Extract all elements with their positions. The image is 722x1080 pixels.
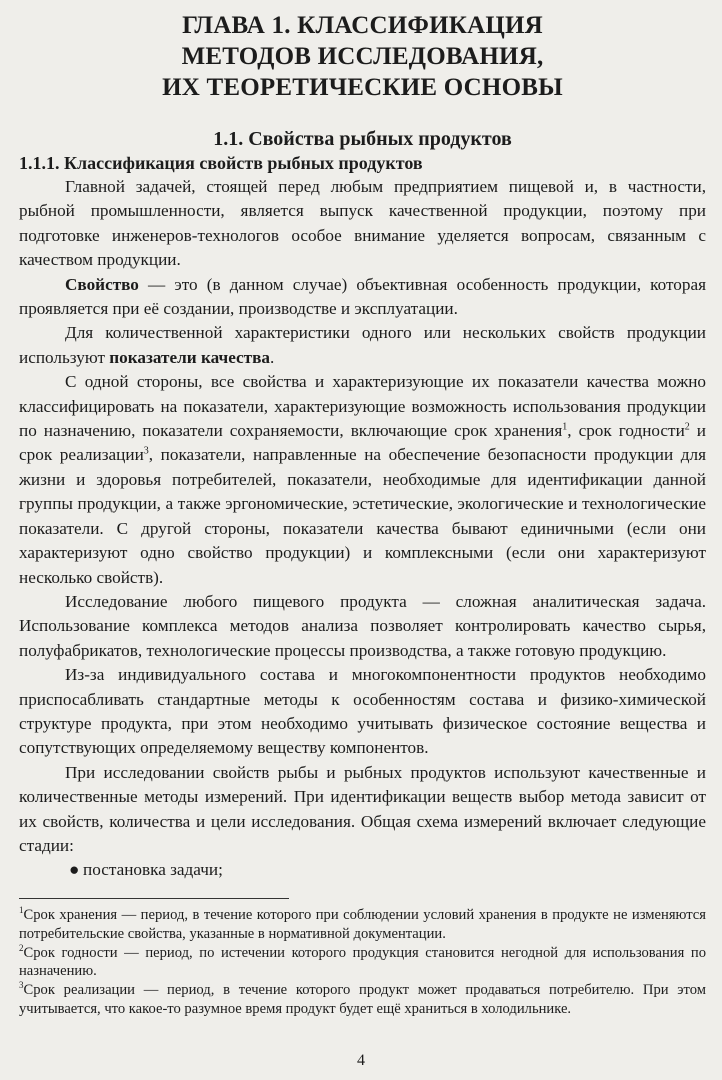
footnote-divider [19, 898, 289, 899]
body-text [19, 175, 706, 858]
footnote-mark: 3 [143, 445, 149, 457]
section-title: 1.1. Свойства рыбных продуктов [213, 128, 512, 150]
footnote-mark: 3 [19, 980, 24, 991]
chapter-title [19, 10, 706, 103]
footnote-mark: 1 [19, 905, 24, 916]
paragraph: Главной задачей, стоящей перед любым предприятием пищевой и, в частности, рыбной промышленности, является выпуск качественной продукции, поэтому при подготовке инженеров-технологов особое внимание уделяется вопросам, связанным с качеством продукции. [19, 177, 706, 270]
bullet-icon: ● [69, 860, 80, 880]
footnote: $^2$Срок годности — период, по истечении которого продукция становится негодной для использования по назначению. [19, 942, 706, 980]
chapter-title-line: МЕТОДОВ ИССЛЕДОВАНИЯ, [181, 43, 544, 70]
chapter-title-line: ИХ ТЕОРЕТИЧЕСКИЕ ОСНОВЫ [162, 74, 563, 101]
term-bold: показатели качества [109, 347, 270, 367]
footnotes [19, 906, 706, 1019]
paragraph: Свойство — это (в данном случае) объективная особенность продукции, которая проявляется при её создании, производстве и эксплуатации. [19, 274, 706, 319]
footnote: $^1$Срок хранения — период, в течение которого при соблюдении условий хранения в продукте не изменяются потребительские свойства, указанные в нормативной документации. [19, 905, 706, 942]
footnote-mark: 1 [562, 421, 568, 433]
paragraph: Из-за индивидуального состава и многокомпонентности продуктов необходимо приспосабливать стандартные методы к особенностям состава и физико-химической структуре продукта, при этом необходимо учитывать физическое состояние вещества и сопутствующих определяемому веществу компонентов. [19, 665, 706, 758]
page-number: 4 [357, 1052, 365, 1069]
footnote-mark: 2 [684, 421, 690, 433]
footnote-mark: 2 [19, 942, 24, 953]
subsection-title: 1.1.1. Классификация свойств рыбных продуктов [19, 153, 423, 173]
list-item: ● постановка задачи; [19, 858, 706, 882]
paragraph: С одной стороны, все свойства и характеризующие их показатели качества можно классифицировать на показатели, характеризующие возможность использования продукции по назначению, показатели сохраняемости, включающие срок хранения$^1$, срок годности$^2$ и срок реализации$^3$, показатели, направленные на обеспечение безопасности продукции для жизни и здоровья потребителей, показатели, необходимые для идентификации данной группы продукции, а также эргономические, эстетические, экологические и технологические показатели. С другой стороны, показатели качества бывают единичными (если они характеризуют одно свойство продукции) и комплексными (если они характеризуют несколько свойств). [19, 372, 706, 587]
chapter-title-line: ГЛАВА 1. КЛАССИФИКАЦИЯ [182, 12, 543, 39]
paragraph: При исследовании свойств рыбы и рыбных продуктов используют качественные и количественные методы измерений. При идентификации веществ выбор метода зависит от их свойств, количества и цели исследования. Общая схема измерений включает следующие стадии: [19, 762, 706, 855]
footnote: $^3$Срок реализации — период, в течение которого продукт может продаваться потребителю. При этом учитывается, что какое-то разумное время продукт будет ещё храниться в холодильнике. [19, 980, 706, 1017]
term-bold: Свойство [65, 274, 139, 294]
paragraph: Исследование любого пищевого продукта — сложная аналитическая задача. Использование комплекса методов анализа позволяет контролировать качество сырья, полуфабрикатов, технологические процессы производства, а также готовую продукцию. [19, 591, 706, 660]
paragraph: Для количественной характеристики одного или нескольких свойств продукции используют показатели качества. [19, 323, 706, 367]
